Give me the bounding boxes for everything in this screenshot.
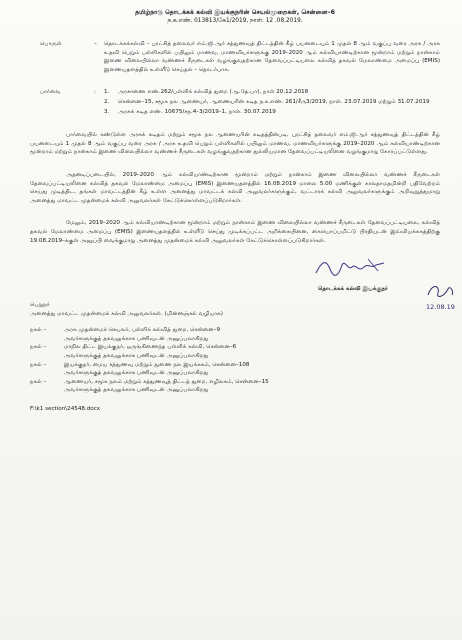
references-section	[30, 88, 440, 117]
copy-item	[30, 378, 440, 395]
body-paragraph-2: அதனடிப்படையில், 2019–2020 ஆம் கல்வியாண்டிற்கான மூன்றாம் மற்றும் நான்காம் இணை விலையில்லா வண்ணச் சீருடைகள் தேவைப்பட்டியலினை கல்வித் தகவல் மேலாண்மை அமைப்பு (EMIS) இணையதளத்தில் 16.08.2019 மாலை 5.00 மணிக்குள் காலதாமதமின்றி பதிவேற்றம் செய்து முடித்திட, தங்கள் மாவட்டத்தின் கீழ் உள்ள அனைத்து மாவட்டக் கல்வி அலுவலர்களுக்கும், வட்டாரக் கல்வி அலுவலர்களுக்கும் அறிவுறுத்துமாறு அனைத்து மாவட்ட முதன்மைக் கல்வி அலுவலர்கள் கேட்டுக்கொள்ளப்படுகிறார்கள்.	[30, 171, 440, 204]
copy-recipient: அரசு முதன்மைச் செயலர், பள்ளிக் கல்வித் துறை, சென்னை–9	[64, 327, 221, 334]
reference-text-3: அரசுக் கடித எண். 10675/சந.4–3/2019–1, நாள். 30.07.2019	[118, 108, 276, 115]
copy-item	[30, 343, 440, 360]
reference-text-1: அரசாணை எண்.262/பள்ளிக் கல்வித் துறை (ஆ.தே.பா), நாள் 20.12.2018	[118, 89, 309, 96]
signer-title: தொடக்கக் கல்வி இயக்குநர்	[318, 286, 388, 293]
references-label: பார்வை	[40, 89, 61, 96]
subject-label: பொருள்	[40, 41, 62, 47]
references-separator: :	[94, 89, 96, 96]
handwritten-signature	[312, 255, 390, 281]
body-paragraph-1: பார்வையில் கண்டுள்ள அரசுக் கடிதம் மற்றும் சமூக நல ஆணையரின் கடிதத்தின்படி, புரட்சித் தலைவர் எம்.ஜி.ஆர் சத்துணவுத் திட்டத்தின் கீழ் பயனடையும் 1 முதல் 8 ஆம் வகுப்பு வரை அரசு / அரசு உதவி பெறும் பள்ளிகளில் பயிலும் மாணவ, மாணவியர்களுக்கு 2019–2020 ஆம் கல்வியாண்டிற்கான மூன்றாம் மற்றும் நான்காம் இணை விலையில்லா வண்ணச் சீருடைகள் வழங்குவதற்கான துல்லியமான தேவைப்பட்டியலினை வழங்குமாறு கோரப்பட்டுள்ளது.	[30, 132, 440, 156]
subject-separator: –	[94, 41, 97, 47]
initials-date: 12.08.19	[426, 303, 455, 312]
reference-number: ந.க.எண். 013813/கே1/2019, நாள். 12 .08.2019.	[167, 18, 303, 24]
reference-number-2: 2.	[104, 98, 110, 105]
reference-number-3: 3.	[104, 108, 110, 115]
file-path-footer: F:\k1 section\24548.docx	[30, 406, 101, 413]
recipients-text: அனைத்து மாவட்ட முதன்மைக் கல்வி அலுவலர்கள். (மின்னஞ்சல் வழியாக)	[30, 310, 223, 317]
reference-text-2: சென்னை–15, சமூக நல ஆணையர், ஆணையரின் கடித ந.க.எண். 261/சீரு3/2019, நாள். 23.07.2019 மற்றும் 31.07.2019	[118, 98, 430, 105]
copy-label: நகல் –	[30, 344, 47, 351]
reference-number-1: 1.	[104, 89, 110, 96]
copy-purpose: அவர்களுக்குத் தகவலுக்காக பணிவுடன் அனுப்பலாகிறது	[64, 353, 209, 360]
copy-purpose: அவர்களுக்குத் தகவலுக்காக பணிவுடன் அனுப்பலாகிறது	[64, 370, 209, 377]
document-header-title: தமிழ்நாடு தொடக்கக் கல்வி இயக்குநரின் செயல்முறைகள், சென்னை–6	[135, 9, 335, 16]
copy-recipient: இயக்குநர், மைய சத்துணவு மற்றும் துணை நல இயக்ககம், சென்னை–108	[64, 361, 250, 368]
reference-item	[104, 108, 440, 117]
copy-to-section	[30, 326, 440, 395]
copy-purpose: அவர்களுக்குத் தகவலுக்காக பணிவுடன் அனுப்பலாகிறது	[64, 335, 209, 342]
subject-text: தொடக்கக்கல்வி – புரட்சித் தலைவர் எம்.ஜி.ஆர் சத்துணவுத் திட்டத்தின் கீழ் பயனடையும் 1 முதல் 8 ஆம் வகுப்பு வரை அரசு / அரசு உதவி பெறும் பள்ளிகளில் பயிலும் மாணவ, மாணவியர்களுக்கு 2019–2020 ஆம் கல்வியாண்டிற்கான மூன்றாம் மற்றும் நான்காம் இணை விலையில்லா வண்ணச் சீருடைகள் வழங்குவதற்கான தேவைப்பட்டியலை கல்வித் தகவல் மேலாண்மை அமைப்பு (EMIS) இணையதளத்தில் உள்ளீடு செய்தல் – தொடர்பாக.	[104, 41, 440, 73]
copy-item	[30, 326, 440, 343]
reference-item	[104, 88, 440, 97]
copy-purpose: அவர்களுக்குத் தகவலுக்காக பணிவுடன் அனுப்பலாகிறது	[64, 387, 209, 394]
copy-label: நகல் –	[30, 361, 47, 368]
recipients-label: பெறுநர்	[30, 302, 50, 309]
recipients-section	[30, 301, 440, 318]
subject-section	[30, 40, 440, 74]
handwritten-initials	[422, 281, 462, 315]
body-paragraph-3: மேலும், 2019–2020 ஆம் கல்வியாண்டிற்கான மூன்றாம் மற்றும் நான்காம் இணை விலையில்லா வண்ணச் சீருடைகள் தேவைப்பட்டியலை, கல்வித் தகவல் மேலாண்மை அமைப்பு (EMIS) இணையதளத்தில் உள்ளீடு செய்து முடிக்கப்பட்ட அறிக்கையினை, கையொப்பமிட்டு பிரதியுடன் இவ்வியக்ககத்திற்கு 19.08.2019–க்குள் அனுப்பி வைக்குமாறு அனைத்து முதன்மைக் கல்வி அலுவலர்கள் கேட்டுக்கொள்ளப்படுகிறார்கள்.	[30, 220, 440, 244]
copy-label: நகல் –	[30, 327, 47, 334]
copy-recipient: ஆணையர், சமூக நலம் மற்றும் சத்துணவுத் திட்டத் துறை, எழிலகம், சென்னை–15	[64, 378, 269, 385]
copy-item	[30, 361, 440, 378]
reference-item	[104, 98, 440, 107]
copy-label: நகல் –	[30, 378, 47, 385]
copy-recipient: மாநில திட்ட இயக்குநர், ஒருங்கிணைந்த பள்ளிக் கல்வி, சென்னை–6	[64, 344, 237, 351]
